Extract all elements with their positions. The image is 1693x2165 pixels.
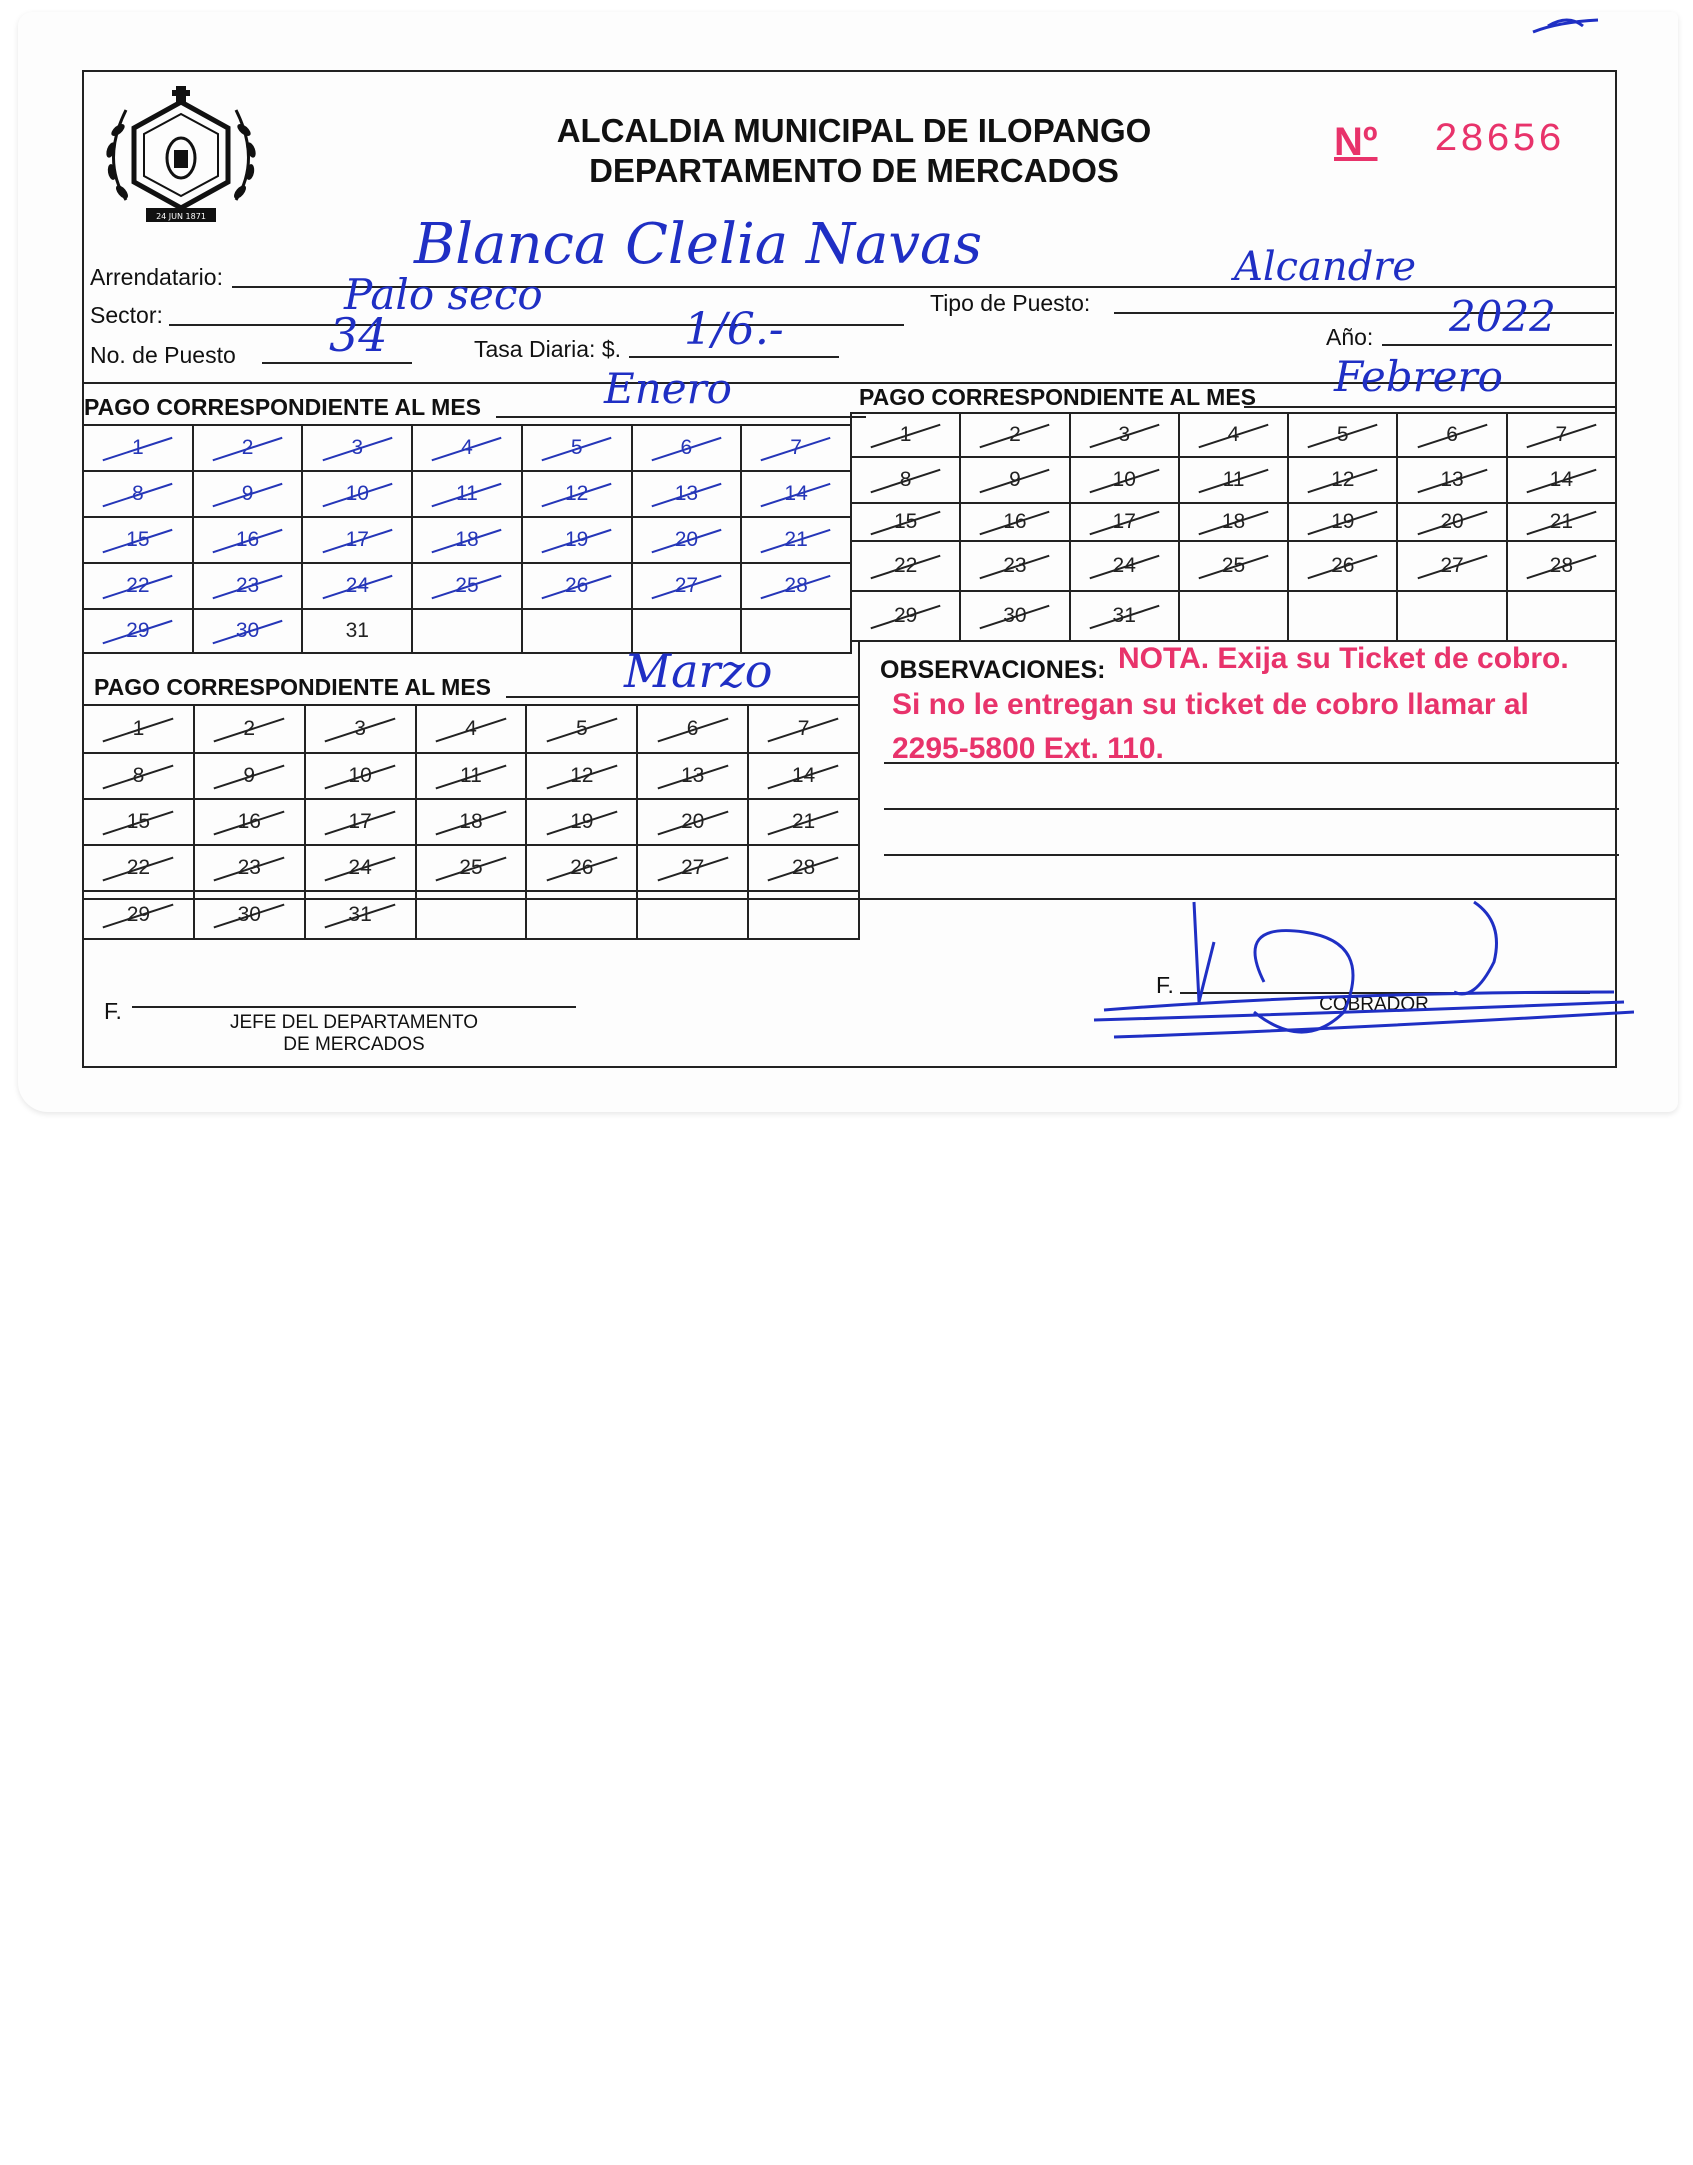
day-cell <box>637 845 748 891</box>
day-number: 12 <box>570 764 594 787</box>
month2-value: Febrero <box>1334 352 1503 401</box>
month3-value: Marzo <box>624 644 773 698</box>
day-cell <box>194 753 305 799</box>
day-number: 5 <box>570 436 583 459</box>
card-border <box>82 70 1617 1068</box>
day-cell <box>302 471 412 517</box>
jefe-signature-line <box>132 1006 576 1008</box>
day-cell <box>412 517 522 563</box>
obs-line-2 <box>884 808 1619 810</box>
day-number: 31 <box>345 619 369 642</box>
day-cell <box>302 425 412 471</box>
day-cell <box>83 425 193 471</box>
day-number: 5 <box>1336 423 1349 446</box>
day-cell <box>741 425 851 471</box>
day-cell <box>960 591 1069 641</box>
day-cell <box>194 799 305 845</box>
day-number: 12 <box>1331 468 1355 491</box>
day-cell <box>416 799 527 845</box>
day-number: 28 <box>791 856 816 879</box>
day-cell <box>1507 541 1616 591</box>
day-cell <box>526 845 637 891</box>
day-cell <box>526 753 637 799</box>
day-cell <box>1397 541 1506 591</box>
day-cell <box>1288 457 1397 503</box>
day-number: 10 <box>1112 468 1136 491</box>
day-cell <box>960 413 1069 457</box>
day-number: 17 <box>345 528 369 551</box>
day-number: 5 <box>575 717 588 740</box>
day-number: 26 <box>1331 554 1355 577</box>
day-cell <box>1179 591 1288 641</box>
sector-label: Sector: <box>90 302 163 328</box>
no-puesto-label: No. de Puesto <box>90 342 236 368</box>
day-cell <box>1179 457 1288 503</box>
day-number: 7 <box>1555 423 1568 446</box>
day-cell <box>305 705 416 753</box>
day-number: 15 <box>893 510 918 533</box>
day-number: 25 <box>1221 554 1246 577</box>
day-number: 25 <box>455 574 479 597</box>
day-number: 22 <box>126 856 151 879</box>
day-number: 22 <box>893 554 918 577</box>
day-cell <box>748 753 859 799</box>
day-cell <box>412 609 522 653</box>
month1-days-grid <box>82 424 852 654</box>
day-cell <box>305 845 416 891</box>
day-number: 10 <box>345 482 369 505</box>
receipt-number: 28656 <box>1434 118 1565 163</box>
day-number: 2 <box>241 436 254 459</box>
municipality-title: ALCALDIA MUNICIPAL DE ILOPANGO <box>556 112 1152 149</box>
pen-mark-icon <box>1528 12 1608 42</box>
day-number: 2 <box>1009 423 1021 446</box>
day-cell <box>522 471 632 517</box>
day-number: 24 <box>345 574 369 597</box>
day-cell <box>83 609 193 653</box>
observaciones-label: OBSERVACIONES: <box>880 656 1106 684</box>
day-row <box>83 799 859 845</box>
day-cell <box>637 799 748 845</box>
day-cell <box>1507 503 1616 541</box>
nota-line2: Si no le entregan su ticket de cobro llamar al <box>892 688 1529 721</box>
sector-value: Palo seco <box>344 270 543 319</box>
month1-label: PAGO CORRESPONDIENTE AL MES <box>84 394 482 420</box>
obs-line-3 <box>884 854 1619 856</box>
cobrador-title: COBRADOR <box>1319 994 1429 1015</box>
day-number: 12 <box>564 482 589 505</box>
day-number: 21 <box>791 810 816 833</box>
day-number: 7 <box>790 436 802 459</box>
day-number: 22 <box>126 574 150 597</box>
svg-text:24 JUN 1871: 24 JUN 1871 <box>156 212 206 221</box>
day-row <box>83 753 859 799</box>
month1-value: Enero <box>604 364 732 413</box>
day-number: 6 <box>1446 423 1458 446</box>
day-cell <box>522 517 632 563</box>
day-number: 4 <box>461 436 473 459</box>
jefe-title-line1: JEFE DEL DEPARTAMENTO <box>229 1012 479 1033</box>
receipt-number-label: Nº <box>1334 120 1378 164</box>
tasa-line <box>629 356 839 358</box>
day-number: 30 <box>1003 604 1027 627</box>
anio-line <box>1382 344 1612 346</box>
day-cell <box>851 541 960 591</box>
day-number: 6 <box>680 436 693 459</box>
day-cell <box>632 517 742 563</box>
day-number: 26 <box>570 856 594 879</box>
day-cell <box>1070 591 1179 641</box>
day-number: 26 <box>564 574 589 597</box>
day-number: 13 <box>674 482 699 505</box>
no-puesto-line <box>262 362 412 364</box>
department-title: DEPARTAMENTO DE MERCADOS <box>589 152 1119 189</box>
day-cell <box>741 517 851 563</box>
day-number: 28 <box>784 574 808 597</box>
day-cell <box>1397 591 1506 641</box>
day-row <box>851 413 1616 457</box>
day-number: 13 <box>1440 468 1464 491</box>
day-number: 14 <box>1549 468 1574 491</box>
day-cell <box>748 799 859 845</box>
day-cell <box>302 517 412 563</box>
day-cell <box>1288 541 1397 591</box>
day-cell <box>632 471 742 517</box>
day-number: 7 <box>797 717 810 740</box>
day-row <box>83 705 859 753</box>
day-row <box>83 471 851 517</box>
day-cell <box>412 563 522 609</box>
day-number: 31 <box>1112 604 1136 627</box>
day-number: 13 <box>680 764 705 787</box>
day-number: 11 <box>460 764 482 787</box>
tipo-puesto-label: Tipo de Puesto: <box>930 290 1091 316</box>
day-number: 3 <box>1118 423 1131 446</box>
day-number: 15 <box>126 528 150 551</box>
day-number: 8 <box>132 764 145 787</box>
day-cell <box>193 517 303 563</box>
day-number: 3 <box>351 436 364 459</box>
obs-line-1 <box>884 762 1619 764</box>
day-number: 17 <box>1112 510 1136 533</box>
day-cell <box>416 753 527 799</box>
day-cell <box>412 471 522 517</box>
day-cell <box>83 563 193 609</box>
day-number: 8 <box>899 468 912 491</box>
day-cell <box>526 705 637 753</box>
day-number: 10 <box>348 764 372 787</box>
cobrador-signature-prefix: F. <box>1156 972 1174 998</box>
day-cell <box>194 845 305 891</box>
day-row <box>851 591 1616 641</box>
day-number: 21 <box>1549 510 1574 533</box>
day-number: 15 <box>126 810 151 833</box>
day-number: 17 <box>348 810 372 833</box>
day-number: 27 <box>1440 554 1464 577</box>
tasa-label: Tasa Diaria: $. <box>474 336 622 362</box>
anio-label: Año: <box>1326 324 1374 350</box>
day-cell <box>851 457 960 503</box>
day-cell <box>748 845 859 891</box>
day-number: 1 <box>132 436 144 459</box>
day-cell <box>1070 503 1179 541</box>
day-number: 16 <box>235 528 260 551</box>
day-cell <box>960 457 1069 503</box>
day-cell <box>526 799 637 845</box>
day-cell <box>1179 413 1288 457</box>
day-number: 4 <box>465 717 477 740</box>
day-number: 9 <box>243 764 256 787</box>
day-cell <box>1179 503 1288 541</box>
tasa-value: 1/6.- <box>684 304 784 355</box>
day-cell <box>1507 591 1616 641</box>
day-cell <box>1397 457 1506 503</box>
month3-label: PAGO CORRESPONDIENTE AL MES <box>94 674 492 700</box>
day-number: 25 <box>459 856 483 879</box>
day-cell <box>1179 541 1288 591</box>
day-cell <box>522 609 632 653</box>
nota-line3: 2295-5800 Ext. 110. <box>892 732 1164 765</box>
day-cell <box>412 425 522 471</box>
day-cell <box>416 705 527 753</box>
day-number: 18 <box>1221 510 1246 533</box>
nota-line1: NOTA. Exija su Ticket de cobro. <box>1118 642 1569 675</box>
day-row <box>83 845 859 891</box>
arrendatario-value: Blanca Clelia Navas <box>414 212 983 277</box>
day-number: 16 <box>237 810 261 833</box>
day-row <box>83 425 851 471</box>
day-cell <box>305 753 416 799</box>
no-puesto-value: 34 <box>329 308 388 362</box>
day-cell <box>741 471 851 517</box>
day-number: 14 <box>784 482 808 505</box>
day-cell <box>193 563 303 609</box>
month1-line <box>496 416 866 418</box>
day-cell <box>522 425 632 471</box>
day-cell <box>1397 413 1506 457</box>
day-cell <box>851 503 960 541</box>
day-number: 30 <box>235 619 260 642</box>
day-cell <box>522 563 632 609</box>
day-number: 27 <box>674 574 699 597</box>
cobrador-signature-icon <box>1074 862 1634 1062</box>
day-cell <box>1070 413 1179 457</box>
day-number: 9 <box>241 482 254 505</box>
jefe-title <box>204 1012 504 1056</box>
day-row <box>851 503 1616 541</box>
day-row <box>83 563 851 609</box>
day-cell <box>1397 503 1506 541</box>
day-number: 19 <box>570 810 594 833</box>
day-cell <box>83 799 194 845</box>
day-number: 29 <box>126 619 150 642</box>
day-number: 18 <box>455 528 479 551</box>
day-number: 23 <box>1003 554 1027 577</box>
municipal-seal-icon <box>96 80 266 230</box>
day-cell <box>193 609 303 653</box>
day-number: 24 <box>1112 554 1136 577</box>
day-cell <box>1288 591 1397 641</box>
day-cell <box>960 503 1069 541</box>
day-cell <box>960 541 1069 591</box>
day-number: 29 <box>126 903 151 926</box>
day-cell <box>1070 541 1179 591</box>
day-cell <box>637 753 748 799</box>
day-cell <box>748 705 859 753</box>
month2-line <box>1244 406 1615 408</box>
day-number: 8 <box>132 482 144 505</box>
day-number: 14 <box>791 764 816 787</box>
day-cell <box>741 563 851 609</box>
anio-value: 2022 <box>1449 292 1556 341</box>
day-cell <box>1507 413 1616 457</box>
day-number: 31 <box>348 903 372 926</box>
day-row <box>851 457 1616 503</box>
day-number: 6 <box>686 717 699 740</box>
month2-label: PAGO CORRESPONDIENTE AL MES <box>859 384 1257 410</box>
obs-divider <box>858 640 860 898</box>
day-cell <box>302 609 412 653</box>
sector-line <box>169 324 904 326</box>
day-number: 18 <box>459 810 483 833</box>
tipo-puesto-value: Alcandre <box>1234 244 1417 290</box>
day-number: 23 <box>237 856 261 879</box>
day-cell <box>193 471 303 517</box>
day-number: 1 <box>899 423 912 446</box>
day-number: 23 <box>235 574 260 597</box>
day-number: 19 <box>1331 510 1355 533</box>
day-cell <box>1288 503 1397 541</box>
day-cell <box>632 563 742 609</box>
day-number: 20 <box>680 810 705 833</box>
day-number: 11 <box>456 482 478 505</box>
day-row <box>851 541 1616 591</box>
day-number: 21 <box>784 528 808 551</box>
day-number: 3 <box>354 717 366 740</box>
day-cell <box>416 845 527 891</box>
day-number: 2 <box>243 717 256 740</box>
day-cell <box>851 413 960 457</box>
day-number: 9 <box>1009 468 1021 491</box>
jefe-title-line2: DE MERCADOS <box>283 1034 425 1055</box>
rental-payment-card <box>18 12 1678 1112</box>
day-number: 24 <box>348 856 372 879</box>
day-number: 28 <box>1549 554 1574 577</box>
day-number: 1 <box>132 717 145 740</box>
month3-days-grid <box>82 704 860 940</box>
day-number: 27 <box>680 856 705 879</box>
day-row <box>83 517 851 563</box>
day-cell <box>302 563 412 609</box>
day-cell <box>83 471 193 517</box>
day-cell <box>1507 457 1616 503</box>
jefe-signature-prefix: F. <box>104 998 122 1024</box>
day-cell <box>1288 413 1397 457</box>
day-number: 20 <box>674 528 699 551</box>
day-number: 20 <box>1440 510 1464 533</box>
day-number: 29 <box>893 604 918 627</box>
day-cell <box>305 799 416 845</box>
day-number: 11 <box>1222 468 1245 491</box>
arrendatario-label: Arrendatario: <box>90 264 223 290</box>
day-cell <box>83 705 194 753</box>
day-cell <box>1070 457 1179 503</box>
day-cell <box>632 425 742 471</box>
day-number: 16 <box>1003 510 1027 533</box>
day-cell <box>851 591 960 641</box>
day-cell <box>83 753 194 799</box>
day-number: 19 <box>564 528 589 551</box>
month2-days-grid <box>850 412 1617 642</box>
day-cell <box>193 425 303 471</box>
day-cell <box>83 517 193 563</box>
day-cell <box>637 705 748 753</box>
day-number: 30 <box>237 903 261 926</box>
day-number: 4 <box>1227 423 1240 446</box>
day-cell <box>194 705 305 753</box>
day-cell <box>83 845 194 891</box>
